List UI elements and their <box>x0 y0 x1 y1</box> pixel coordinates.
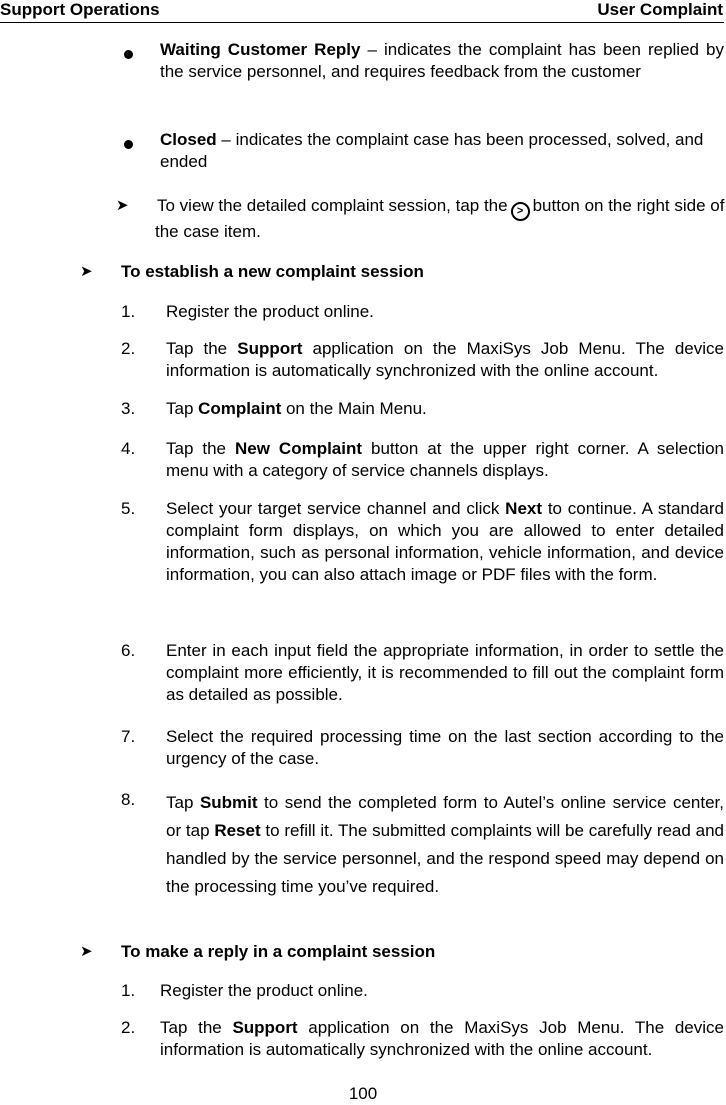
step-text-part: on the Main Menu. <box>281 399 427 418</box>
step-text-bold: New Complaint <box>235 439 363 458</box>
step-text-bold: Support <box>232 1018 298 1037</box>
step-number: 3. <box>121 399 136 418</box>
arrowhead-bullet-icon: ➤ <box>116 197 129 214</box>
step-text <box>160 1017 724 1061</box>
section-title <box>121 261 424 283</box>
step-text-part: Tap the <box>166 439 235 458</box>
step-text <box>166 789 724 901</box>
step-text-part: Tap <box>166 793 200 812</box>
step-text <box>166 301 724 323</box>
header-divider <box>0 22 724 23</box>
running-header-section: Support Operations <box>0 0 160 19</box>
arrowhead-bullet-icon: ➤ <box>80 263 93 280</box>
status-term: Closed <box>160 130 217 149</box>
step-number: 2. <box>121 1018 136 1037</box>
step-text-part: Select your target service channel and click <box>166 499 506 518</box>
arrowhead-bullet-icon: ➤ <box>80 943 93 960</box>
step-number: 7. <box>121 727 136 746</box>
step-number: 5. <box>121 499 136 518</box>
step-number: 1. <box>121 302 136 321</box>
step-text-bold: Reset <box>214 821 261 840</box>
step-text <box>166 498 724 586</box>
step-number: 2. <box>121 339 136 358</box>
step-text-bold: Submit <box>199 793 258 812</box>
step-text-bold: Next <box>505 499 543 518</box>
step-text <box>166 338 724 382</box>
step-text-bold: Support <box>237 339 303 358</box>
step-text-part: Register the product online. <box>160 981 368 1000</box>
circled-arrow-icon: > <box>511 202 530 221</box>
step-number: 6. <box>121 641 136 660</box>
step-text-part: Tap <box>166 399 199 418</box>
step-text-part: Register the product online. <box>166 302 374 321</box>
section-title-text: To make a reply in a complaint session <box>121 942 436 961</box>
step-text-part: button at the upper right corner. A selection menu with a category of service channels displays. <box>166 439 724 480</box>
filled-circle-bullet-icon <box>124 50 133 59</box>
section-title-text: To establish a new complaint session <box>121 262 424 281</box>
step-text-part: to send the completed form to Autel’s online service center, or tap <box>166 793 724 840</box>
step-text-part: to refill it. The submitted complaints will be carefully read and handled by the service personnel, and the respond speed may depend on the processing time you’ve required. <box>166 821 724 896</box>
step-text <box>160 980 724 1002</box>
filled-circle-bullet-icon <box>124 140 133 149</box>
step-text-part: application on the MaxiSys Job Menu. The device information is automatically synchronized with the online account. <box>166 339 724 380</box>
status-item-closed <box>160 129 724 173</box>
step-text-bold: Complaint <box>198 399 282 418</box>
step-text <box>166 726 724 770</box>
step-text <box>166 438 724 482</box>
step-number: 1. <box>121 981 136 1000</box>
step-text <box>166 398 724 420</box>
status-item-waiting <box>160 39 724 83</box>
view-session-note <box>155 195 725 243</box>
section-title <box>121 941 435 963</box>
status-desc: – indicates the complaint case has been processed, solved, and ended <box>160 130 704 171</box>
page-number: 100 <box>348 1084 378 1103</box>
step-text-part: Tap the <box>166 339 238 358</box>
status-desc: – indicates the complaint has been replied by the service personnel, and requires feedback from the customer <box>160 40 724 81</box>
step-text-part: to continue. A standard complaint form displays, on which you are allowed to enter detailed information, such as personal information, vehicle information, and device information, you can also attach image or PDF files with the form. <box>166 499 725 584</box>
view-note-text-after: button on the right side of the case item. <box>155 196 725 241</box>
running-header-chapter: User Complaint <box>597 0 723 19</box>
step-text <box>166 640 724 706</box>
step-number: 4. <box>121 439 136 458</box>
step-text-part: Tap the <box>160 1018 233 1037</box>
step-text-part: Select the required processing time on the last section according to the urgency of the case. <box>166 727 724 768</box>
view-note-text-before: To view the detailed complaint session, tap the <box>157 196 508 215</box>
step-number: 8. <box>121 790 136 809</box>
step-text-part: Enter in each input field the appropriate information, in order to settle the complaint more efficiently, it is recommended to fill out the complaint form as detailed as possible. <box>166 641 724 704</box>
step-text-part: application on the MaxiSys Job Menu. The device information is automatically synchronized with the online account. <box>160 1018 724 1059</box>
status-term: Waiting Customer Reply <box>160 40 361 59</box>
